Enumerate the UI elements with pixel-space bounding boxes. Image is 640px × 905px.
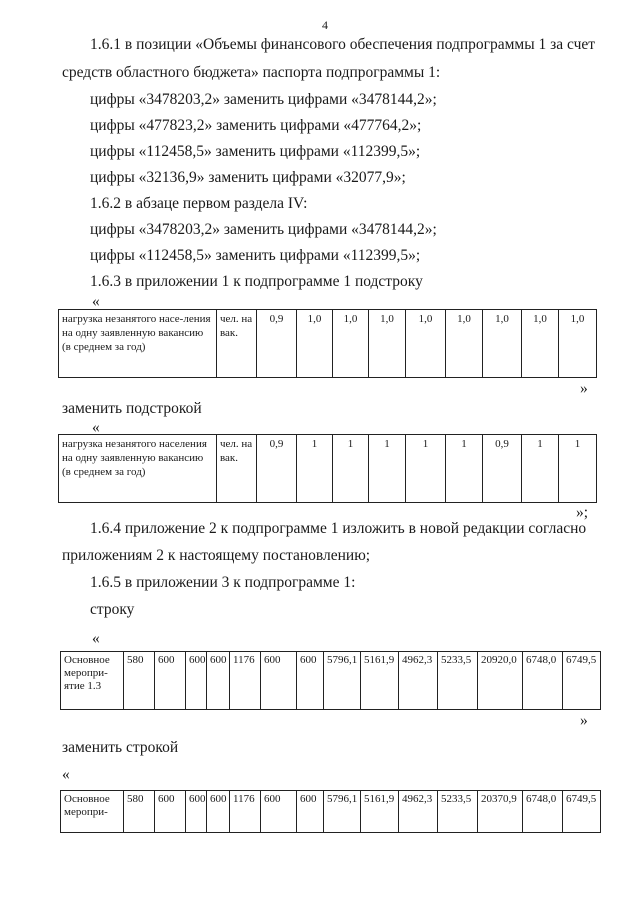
table-cell: 0,9 [483, 435, 522, 503]
table-cell: 600 [207, 652, 230, 710]
table-cell: 600 [155, 652, 186, 710]
table-cell: 600 [261, 791, 297, 833]
close-quote-1: » [580, 380, 588, 397]
table-cell: 1 [522, 435, 559, 503]
table-cell: 600 [186, 652, 207, 710]
table-new-subrow [58, 434, 597, 503]
table-cell: 1176 [230, 652, 261, 710]
paragraph-figures-6: цифры «112458,5» заменить цифрами «112399,5»; [90, 247, 421, 264]
table-cell: 1,0 [483, 310, 522, 378]
table-cell: 20920,0 [478, 652, 523, 710]
table-cell: 1,0 [522, 310, 559, 378]
table-cell: 1 [333, 435, 369, 503]
table-cell: 1 [559, 435, 597, 503]
table-cell: 0,9 [257, 310, 297, 378]
table-cell: 600 [155, 791, 186, 833]
unit-label: чел. на вак. [217, 310, 257, 378]
paragraph-figures-3: цифры «112458,5» заменить цифрами «112399,5»; [90, 143, 421, 160]
paragraph-figures-1: цифры «3478203,2» заменить цифрами «3478144,2»; [90, 91, 437, 108]
indicator-label: нагрузка незанятого населения на одну заявленную вакансию (в среднем за год) [59, 435, 217, 503]
table-cell: 5796,1 [324, 791, 361, 833]
page-number: 4 [322, 18, 328, 32]
table-cell: 1 [406, 435, 446, 503]
table-cell: 1,0 [297, 310, 333, 378]
open-quote-4: « [62, 766, 70, 783]
indicator-label: нагрузка незанятого насе-ления на одну заявленную вакансию (в среднем за год) [59, 310, 217, 378]
open-quote-2: « [92, 419, 100, 436]
table-cell: 600 [186, 791, 207, 833]
table-cell: 5233,5 [438, 791, 478, 833]
table-cell: 600 [297, 791, 324, 833]
unit-label: чел. на вак. [217, 435, 257, 503]
table-cell: 1 [369, 435, 406, 503]
table-cell: 1,0 [446, 310, 483, 378]
table-cell: 5796,1 [324, 652, 361, 710]
table-cell: 580 [124, 791, 155, 833]
table-cell: 6748,0 [523, 652, 563, 710]
open-quote-3: « [92, 630, 100, 647]
table-cell: 1,0 [369, 310, 406, 378]
table-cell: 20370,9 [478, 791, 523, 833]
close-quote-3: » [580, 712, 588, 729]
close-quote-semicolon: »; [576, 504, 589, 521]
paragraph-replace-subrow: заменить подстрокой [62, 400, 202, 417]
table-cell: 1176 [230, 791, 261, 833]
table-cell: 4962,3 [399, 652, 438, 710]
paragraph-1-6-1: 1.6.1 в позиции «Объемы финансового обеспечения подпрограммы 1 за счет [90, 36, 596, 53]
table-cell: 580 [124, 652, 155, 710]
table-cell: 6749,5 [563, 791, 601, 833]
paragraph-figures-2: цифры «477823,2» заменить цифрами «477764,2»; [90, 117, 422, 134]
activity-label: Основное меропри- [61, 791, 124, 833]
table-cell: 1,0 [333, 310, 369, 378]
table-cell: 4962,3 [399, 791, 438, 833]
paragraph-1-6-5: 1.6.5 в приложении 3 к подпрограмме 1: [90, 574, 356, 591]
table-cell: 5233,5 [438, 652, 478, 710]
table-old-row [60, 651, 601, 710]
table-cell: 1,0 [406, 310, 446, 378]
table-cell: 6748,0 [523, 791, 563, 833]
table-cell: 1 [446, 435, 483, 503]
paragraph-1-6-1-cont: средств областного бюджета» паспорта подпрограммы 1: [62, 64, 441, 81]
paragraph-figures-5: цифры «3478203,2» заменить цифрами «3478144,2»; [90, 221, 437, 238]
table-cell: 1,0 [559, 310, 597, 378]
paragraph-replace-row: заменить строкой [62, 739, 179, 756]
table-cell: 6749,5 [563, 652, 601, 710]
paragraph-1-6-4: 1.6.4 приложение 2 к подпрограмме 1 изложить в новой редакции согласно [90, 520, 587, 537]
table-cell: 600 [297, 652, 324, 710]
paragraph-row: строку [90, 601, 135, 618]
table-new-row [60, 790, 601, 833]
table-cell: 1 [297, 435, 333, 503]
paragraph-1-6-2: 1.6.2 в абзаце первом раздела IV: [90, 195, 308, 212]
table-cell: 5161,9 [361, 652, 399, 710]
table-cell: 600 [261, 652, 297, 710]
paragraph-1-6-4-cont: приложениям 2 к настоящему постановлению; [62, 547, 371, 564]
table-cell: 0,9 [257, 435, 297, 503]
open-quote-1: « [92, 293, 100, 310]
paragraph-figures-4: цифры «32136,9» заменить цифрами «32077,9»; [90, 169, 406, 186]
table-cell: 600 [207, 791, 230, 833]
activity-label: Основное меропри-ятие 1.3 [61, 652, 124, 710]
table-old-subrow [58, 309, 597, 378]
paragraph-1-6-3: 1.6.3 в приложении 1 к подпрограмме 1 подстроку [90, 273, 423, 290]
table-cell: 5161,9 [361, 791, 399, 833]
